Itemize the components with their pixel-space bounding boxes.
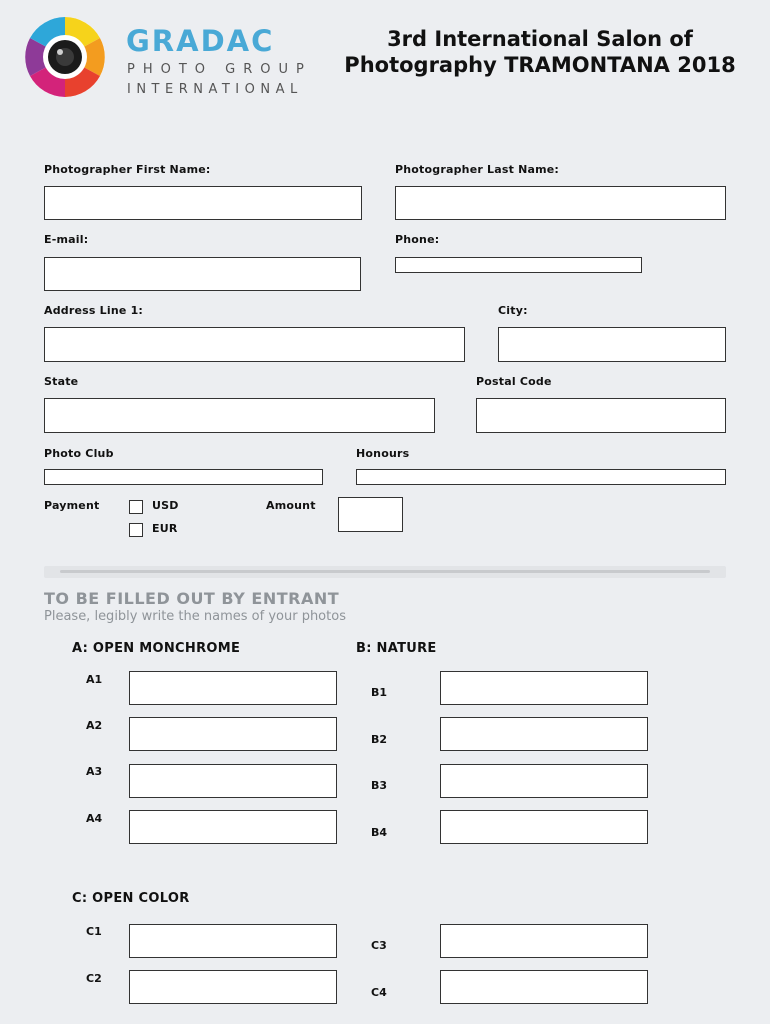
logo (22, 14, 108, 100)
entry-label-c3: C3 (371, 939, 387, 952)
usd-checkbox[interactable] (129, 500, 143, 514)
entry-label-b2: B2 (371, 733, 388, 746)
category-a-title: A: OPEN MONCHROME (72, 641, 241, 656)
amount-label: Amount (266, 499, 316, 512)
usd-label: USD (152, 499, 179, 512)
entry-label-b1: B1 (371, 686, 388, 699)
entry-field-a3[interactable] (129, 764, 337, 798)
entry-label-c4: C4 (371, 986, 387, 999)
entry-field-a2[interactable] (129, 717, 337, 751)
amount-field[interactable] (338, 497, 403, 532)
entry-label-b4: B4 (371, 826, 388, 839)
entry-field-b4[interactable] (440, 810, 648, 844)
entrant-section-subtitle: Please, legibly write the names of your photos (44, 609, 346, 624)
postal-code-field[interactable] (476, 398, 726, 433)
entry-field-c1[interactable] (129, 924, 337, 958)
title-line-1: 3rd International Salon of (387, 27, 693, 51)
photo-club-label: Photo Club (44, 447, 114, 460)
postal-code-label: Postal Code (476, 375, 552, 388)
entry-label-b3: B3 (371, 779, 388, 792)
first-name-label: Photographer First Name: (44, 163, 211, 176)
honours-label: Honours (356, 447, 410, 460)
entry-label-c2: C2 (86, 972, 102, 985)
title-line-2: Photography TRAMONTANA 2018 (344, 53, 736, 77)
state-label: State (44, 375, 79, 388)
entry-field-b2[interactable] (440, 717, 648, 751)
payment-label: Payment (44, 499, 100, 512)
phone-label: Phone: (395, 233, 440, 246)
photo-club-field[interactable] (44, 469, 323, 485)
city-field[interactable] (498, 327, 726, 362)
email-field[interactable] (44, 257, 361, 291)
last-name-label: Photographer Last Name: (395, 163, 560, 176)
first-name-field[interactable] (44, 186, 362, 220)
entry-label-c1: C1 (86, 925, 102, 938)
category-c-title: C: OPEN COLOR (72, 891, 190, 906)
address-label: Address Line 1: (44, 304, 144, 317)
brand-name: GRADAC (126, 24, 275, 58)
entry-label-a3: A3 (86, 765, 103, 778)
section-divider (44, 566, 726, 578)
eur-label: EUR (152, 522, 178, 535)
entry-label-a4: A4 (86, 812, 103, 825)
eur-checkbox[interactable] (129, 523, 143, 537)
entrant-section-title: TO BE FILLED OUT BY ENTRANT (44, 589, 340, 608)
entry-label-a2: A2 (86, 719, 103, 732)
camera-aperture-icon (22, 14, 108, 100)
brand-subtitle: PHOTO GROUP (127, 62, 312, 77)
entry-field-a1[interactable] (129, 671, 337, 705)
entry-field-b3[interactable] (440, 764, 648, 798)
page-title (312, 26, 768, 78)
category-b-title: B: NATURE (356, 641, 437, 656)
state-field[interactable] (44, 398, 435, 433)
brand-subtitle-2: INTERNATIONAL (127, 82, 303, 97)
entry-field-b1[interactable] (440, 671, 648, 705)
entry-field-c2[interactable] (129, 970, 337, 1004)
entry-field-c4[interactable] (440, 970, 648, 1004)
entry-field-c3[interactable] (440, 924, 648, 958)
entry-label-a1: A1 (86, 673, 103, 686)
honours-field[interactable] (356, 469, 726, 485)
address-field[interactable] (44, 327, 465, 362)
entry-field-a4[interactable] (129, 810, 337, 844)
last-name-field[interactable] (395, 186, 726, 220)
city-label: City: (498, 304, 528, 317)
phone-field[interactable] (395, 257, 642, 273)
email-label: E-mail: (44, 233, 89, 246)
